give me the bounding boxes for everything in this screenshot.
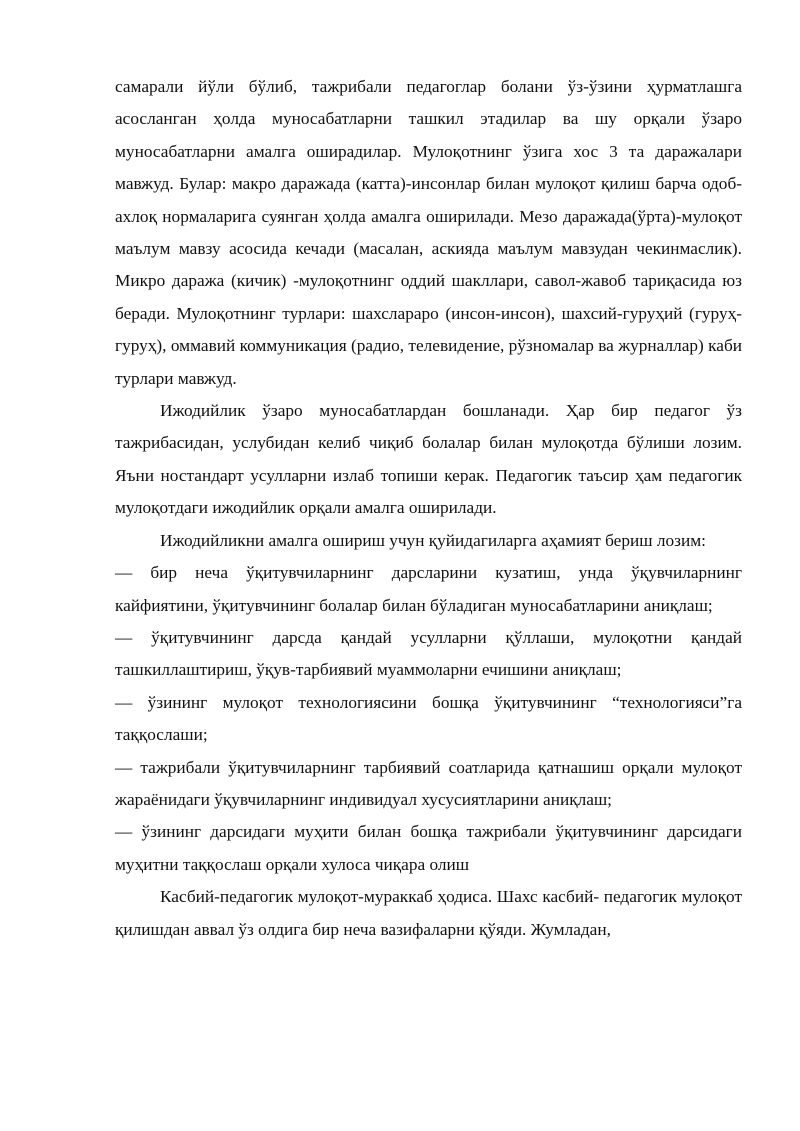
paragraph-communication-levels: самарали йўли бўлиб, тажрибали педагоглар болани ўз-ўзини ҳурматлашга асосланган ҳолда муносабатларни ташкил этадилар ва шу орқали ўзаро муносабатларни амалга оширадилар. Мулоқотнинг ўзига хос 3 та даражалари мавжуд. Булар: макро даражада (катта)-инсонлар билан мулоқот қилиш барча одоб-ахлоқ нормаларига суянган ҳолда амалга оширилади. Мезо даражада(ўрта)-мулоқот маълум мавзу асосида кечади (масалан, аскияда маълум мавзудан чекинмаслик). Микро даража (кичик) -мулоқотнинг оддий шакллари, савол-жавоб тариқасида юз беради. Мулоқотнинг турлари: шахслараро (инсон-инсон), шахсий-гуруҳий (гуруҳ-гуруҳ), оммавий коммуникация (радио, телевидение, рўзномалар ва журналлар) каби турлари мавжуд. xyxy=(115,77,742,388)
paragraph-creativity-requirements: Ижодийликни амалга ошириш учун қуйидагиларга аҳамият бериш лозим: xyxy=(160,530,706,550)
list-item-compare-environment: — ўзининг дарсидаги муҳити билан бошқа тажрибали ўқитувчининг дарсидаги муҳитни таққослаш орқали хулоса чиқара олиш xyxy=(115,822,742,874)
document-page xyxy=(115,71,742,946)
list-item-compare-technology: — ўзининг мулоқот технологиясини бошқа ўқитувчининг “технологияси”га таққослаши; xyxy=(115,692,742,745)
list-item-observe-lessons: — бир неча ўқитувчиларнинг дарсларини кузатиш, унда ўқувчиларнинг кайфиятини, ўқитувчининг болалар билан бўладиган муносабатларини аниқлаш; xyxy=(115,563,742,615)
paragraph-professional-communication: Касбий-педагогик мулоқот-мураккаб ҳодиса. Шахс касбий- педагогик мулоқот қилишдан аввал ўз олдига бир неча вазифаларни қўяди. Жумладан, xyxy=(115,887,742,939)
list-item-teacher-methods: — ўқитувчининг дарсда қандай усулларни қўллаши, мулоқотни қандай ташкиллаштириш, ўқув-тарбиявий муаммоларни ечишини аниқлаш; xyxy=(115,627,742,680)
list-item-attend-classes: — тажрибали ўқитувчиларнинг тарбиявий соатларида қатнашиш орқали мулоқот жараёнидаги ўқувчиларнинг индивидуал хусусиятларини аниқлаш; xyxy=(115,757,742,809)
paragraph-creativity: Ижодийлик ўзаро муносабатлардан бошланади. Ҳар бир педагог ўз тажрибасидан, услубидан келиб чиқиб болалар билан мулоқотда бўлиши лозим. Яъни ностандарт усулларни излаб топиши керак. Педагогик таъсир ҳам педагогик мулоқотдаги ижодийлик орқали амалга оширилади. xyxy=(115,401,742,518)
